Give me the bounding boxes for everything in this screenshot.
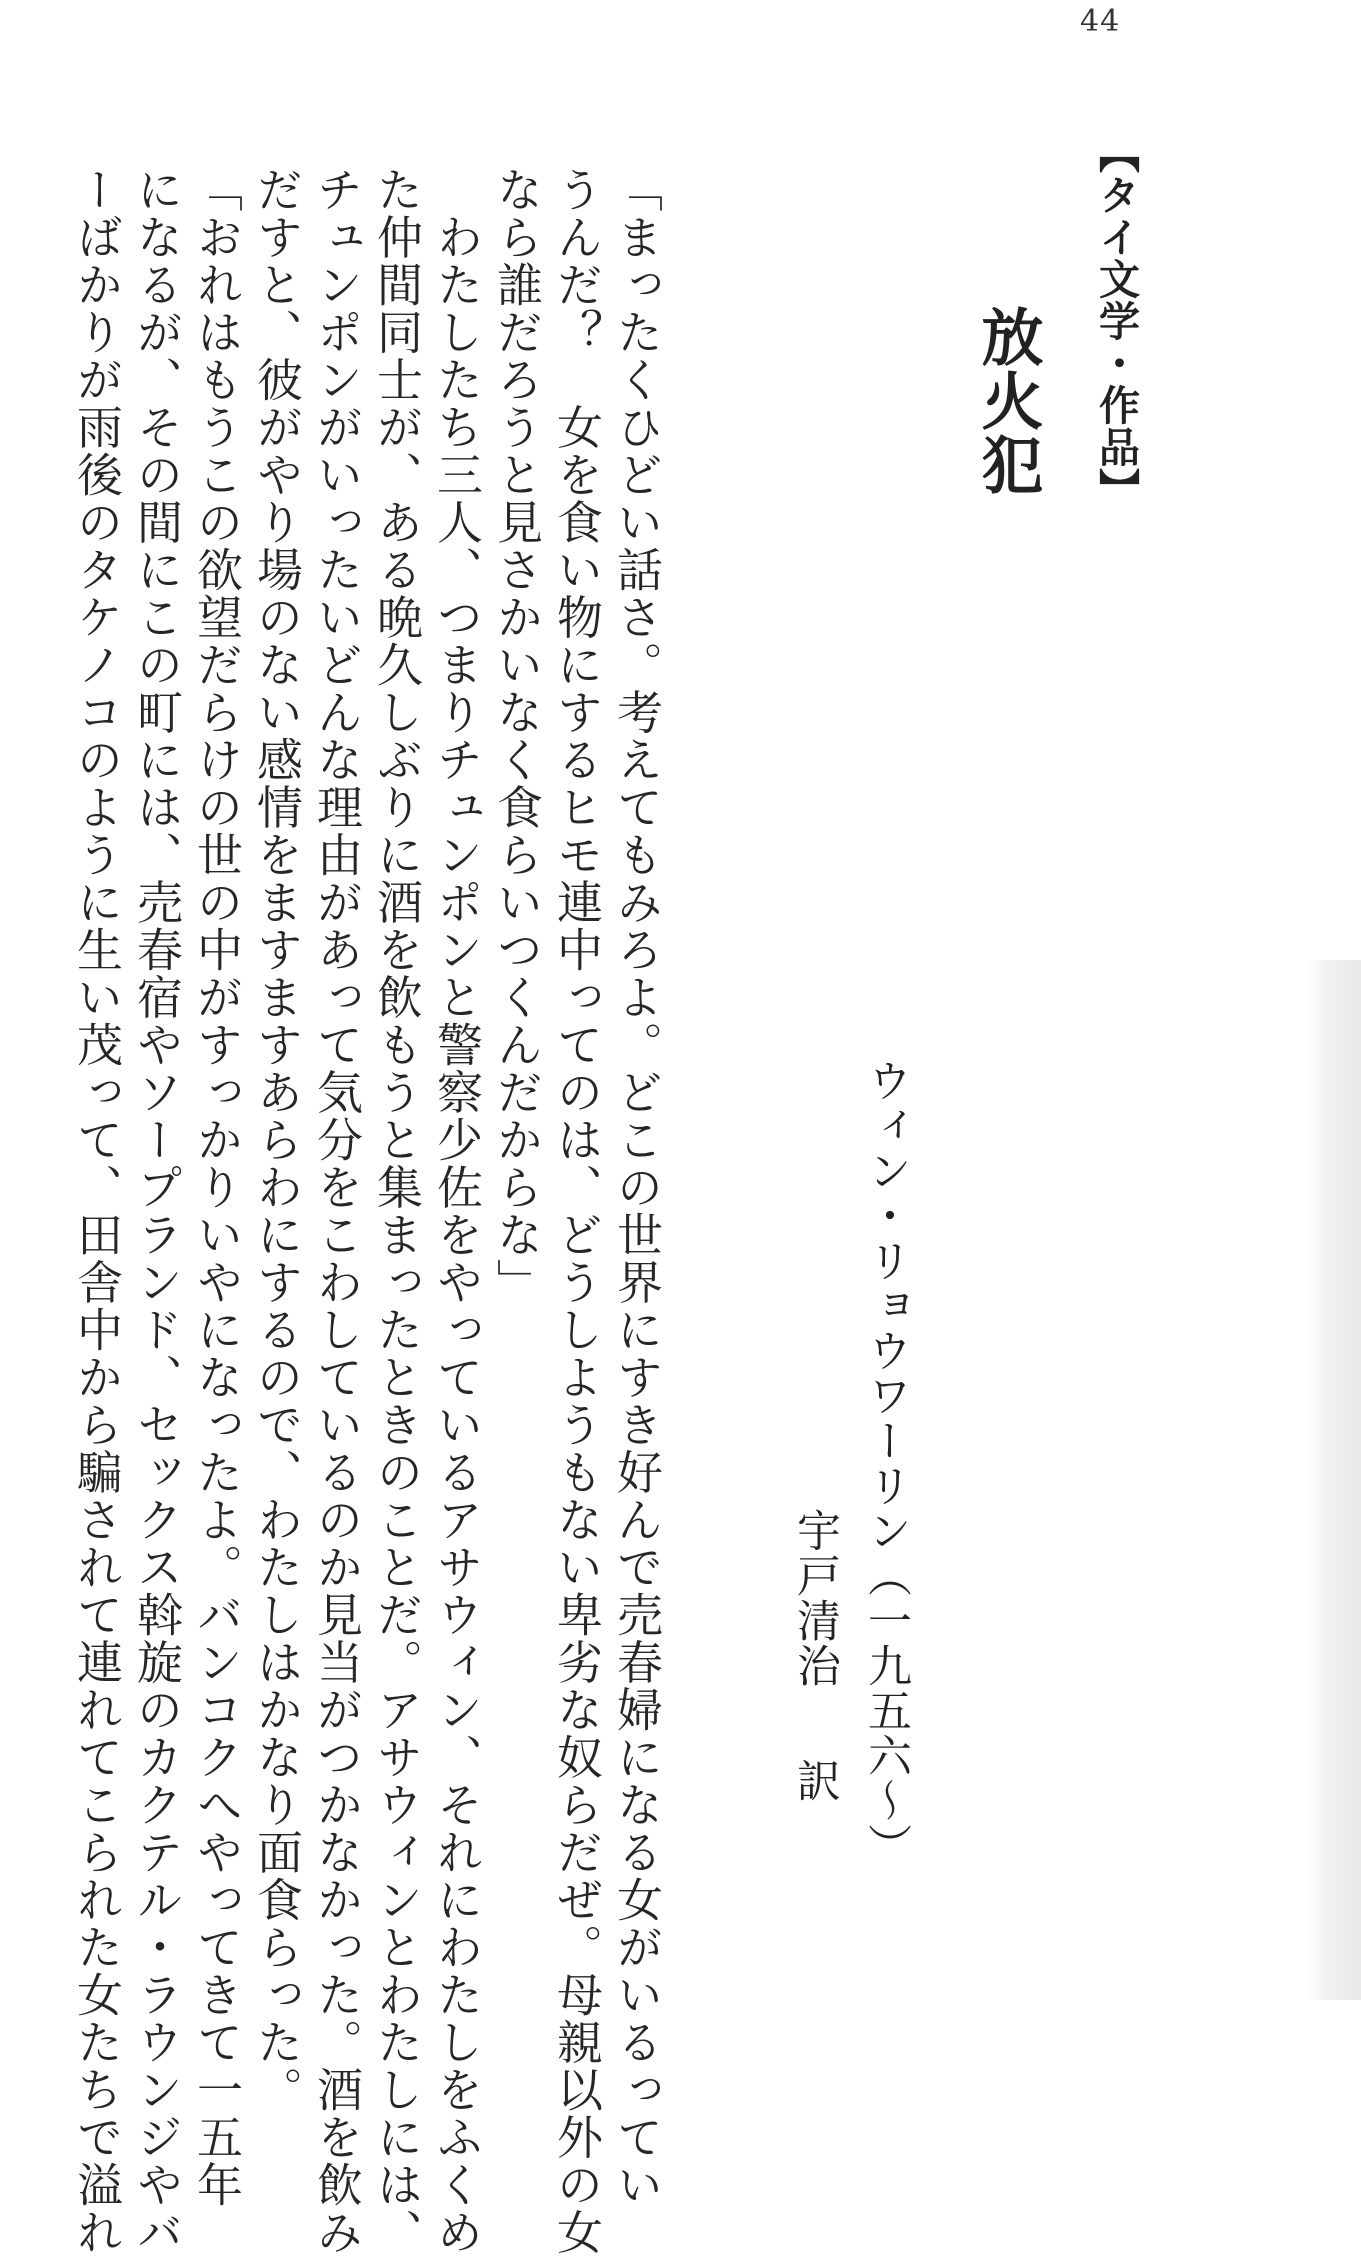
body-line: 「まったくひどい話さ。考えてもみろよ。どこの世界にすき好んで売春婦になる女がいるってい <box>610 166 664 2209</box>
body-text <box>55 166 667 2256</box>
body-line: ーばかりが雨後のタケノコのように生い茂って、田舎中から騙されて連れてこられた女たちで溢れ <box>70 166 124 2256</box>
body-line: だすと、彼がやり場のない感情をますますあらわにするので、わたしはかなり面食らった。 <box>250 166 304 2114</box>
translator-name: 宇戸清治 <box>789 1508 840 1688</box>
body-line: た仲間同士が、ある晩久しぶりに酒を飲もうと集まったときのことだ。アサウィンとわたしには、 <box>370 166 424 2256</box>
page-edge-shadow <box>1306 960 1361 2000</box>
body-line: チュンポンがいったいどんな理由があって気分をこわしているのか見当がつかなかった。酒を飲み <box>310 166 364 2256</box>
translator-role: 訳 <box>789 1758 840 1803</box>
body-line: わたしたち三人、つまりチュンポンと警察少佐をやっているアサウィン、それにわたしをふくめ <box>430 166 484 2256</box>
author-name: ウィン・リョウワーリン（一九五六〜） <box>860 1058 911 1868</box>
body-line: うんだ？ 女を食い物にするヒモ連中ってのは、どうしようもない卑劣な奴らだぜ。母親以外の女 <box>550 166 604 2256</box>
page-number: 44 <box>1080 4 1121 39</box>
story-title: 放火犯 <box>971 305 1044 497</box>
body-line: になるが、その間にこの町には、売春宿やソープランド、セックス斡旋のカクテル・ラウンジやバ <box>130 166 184 2256</box>
section-label: 【タイ文学・作品】 <box>1092 132 1140 510</box>
translator-credit <box>782 1508 846 1803</box>
body-line: 「おれはもうこの欲望だらけの世の中がすっかりいやになったよ。バンコクへやってきて一五年 <box>190 166 244 2209</box>
body-line: なら誰だろうと見さかいなく食らいつくんだからな」 <box>490 166 544 1306</box>
